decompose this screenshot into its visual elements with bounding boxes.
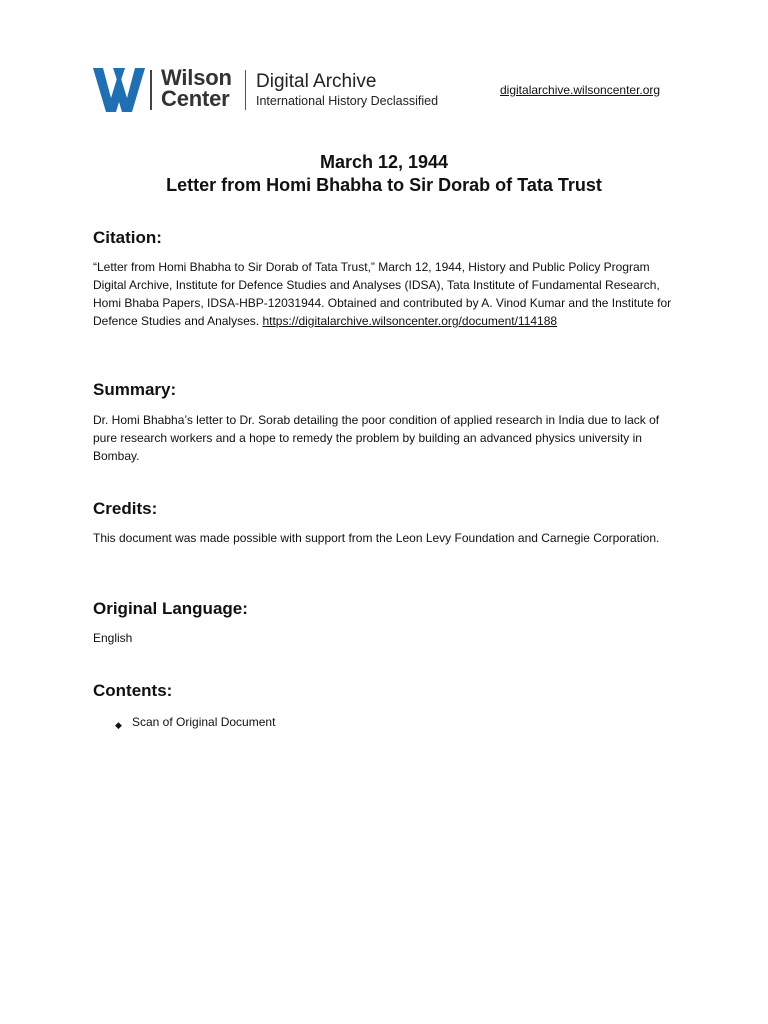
archive-subtitle: International History Declassified bbox=[256, 94, 439, 108]
original-language-text: English bbox=[93, 631, 133, 645]
credits-text: This document was made possible with support from the Leon Levy Foundation and Carnegie Corporation. bbox=[93, 531, 660, 545]
archive-title: Digital Archive bbox=[256, 71, 377, 92]
citation-body bbox=[93, 258, 683, 330]
wilson-w-logo-icon bbox=[93, 68, 145, 112]
document-title: Letter from Homi Bhabha to Sir Dorab of Tata Trust bbox=[166, 175, 602, 195]
diamond-bullet-icon: ◆ bbox=[115, 720, 122, 730]
brand-line-1: Wilson bbox=[161, 65, 232, 90]
citation-link[interactable]: https://digitalarchive.wilsoncenter.org/document/114188 bbox=[262, 314, 558, 328]
brand-name bbox=[161, 67, 232, 109]
contents-list bbox=[115, 713, 275, 731]
document-date: March 12, 1944 bbox=[319, 152, 449, 172]
site-link[interactable]: digitalarchive.wilsoncenter.org bbox=[500, 83, 661, 97]
citation-heading: Citation: bbox=[93, 228, 162, 247]
contents-item-label: Scan of Original Document bbox=[132, 715, 276, 729]
original-language-heading: Original Language: bbox=[93, 599, 248, 618]
summary-heading: Summary: bbox=[93, 380, 177, 399]
logo-divider bbox=[150, 70, 152, 110]
brand-divider bbox=[245, 70, 246, 110]
citation-text: “Letter from Homi Bhabha to Sir Dorab of Tata Trust,” March 12, 1944, History and Public Policy Program Digital Archive, Institute for Defence Studies and Analyses (IDSA), Tata Institute of Fundamental Research, Homi Bhaba Papers, IDSA-HBP-12031944. Obtained and contributed by A. Vinod Kumar and the Institute for Defence Studies and Analyses. bbox=[93, 260, 672, 328]
brand-line-2: Center bbox=[161, 86, 230, 111]
summary-text: Dr. Homi Bhabha’s letter to Dr. Sorab detailing the poor condition of applied research in India due to lack of pure research workers and a hope to remedy the problem by building an advanced physics university in Bombay. bbox=[93, 413, 660, 463]
contents-heading: Contents: bbox=[93, 681, 173, 700]
list-item[interactable] bbox=[115, 713, 275, 731]
credits-heading: Credits: bbox=[93, 499, 158, 518]
